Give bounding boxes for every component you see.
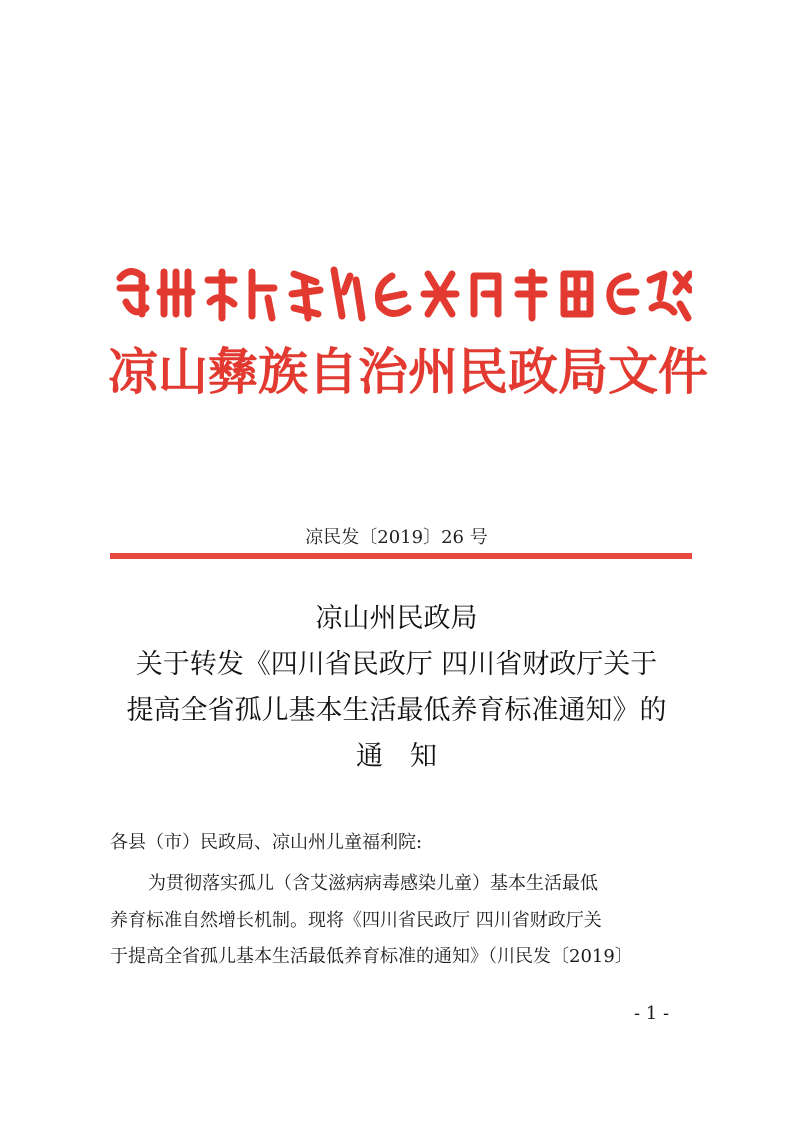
issuing-authority-title: 凉山彝族自治州民政局文件 (108, 342, 708, 401)
page-number: - 1 - (634, 1003, 670, 1024)
body-paragraph (110, 866, 690, 976)
salutation: 各县（市）民政局、凉山州儿童福利院: (110, 832, 423, 853)
red-divider-line (110, 553, 692, 559)
document-number: 凉民发〔2019〕26 号 (305, 527, 488, 548)
body-line: 于提高全省孤儿基本生活最低养育标准的通知》（川民发〔2019〕 (110, 946, 633, 967)
title-line: 凉山州民政局 (315, 603, 478, 634)
body-line: 为贯彻落实孤儿（含艾滋病病毒感染儿童）基本生活最低 (148, 873, 598, 894)
title-line: 关于转发《四川省民政厅 四川省财政厅关于 (135, 649, 658, 680)
document-title (96, 596, 697, 780)
body-line: 养育标准自然增长机制。现将《四川省民政厅 四川省财政厅关 (110, 909, 602, 931)
title-line: 通 知 (356, 741, 437, 772)
yi-script-header-artwork (112, 258, 692, 328)
title-line: 提高全省孤儿基本生活最低养育标准通知》的 (126, 695, 667, 726)
